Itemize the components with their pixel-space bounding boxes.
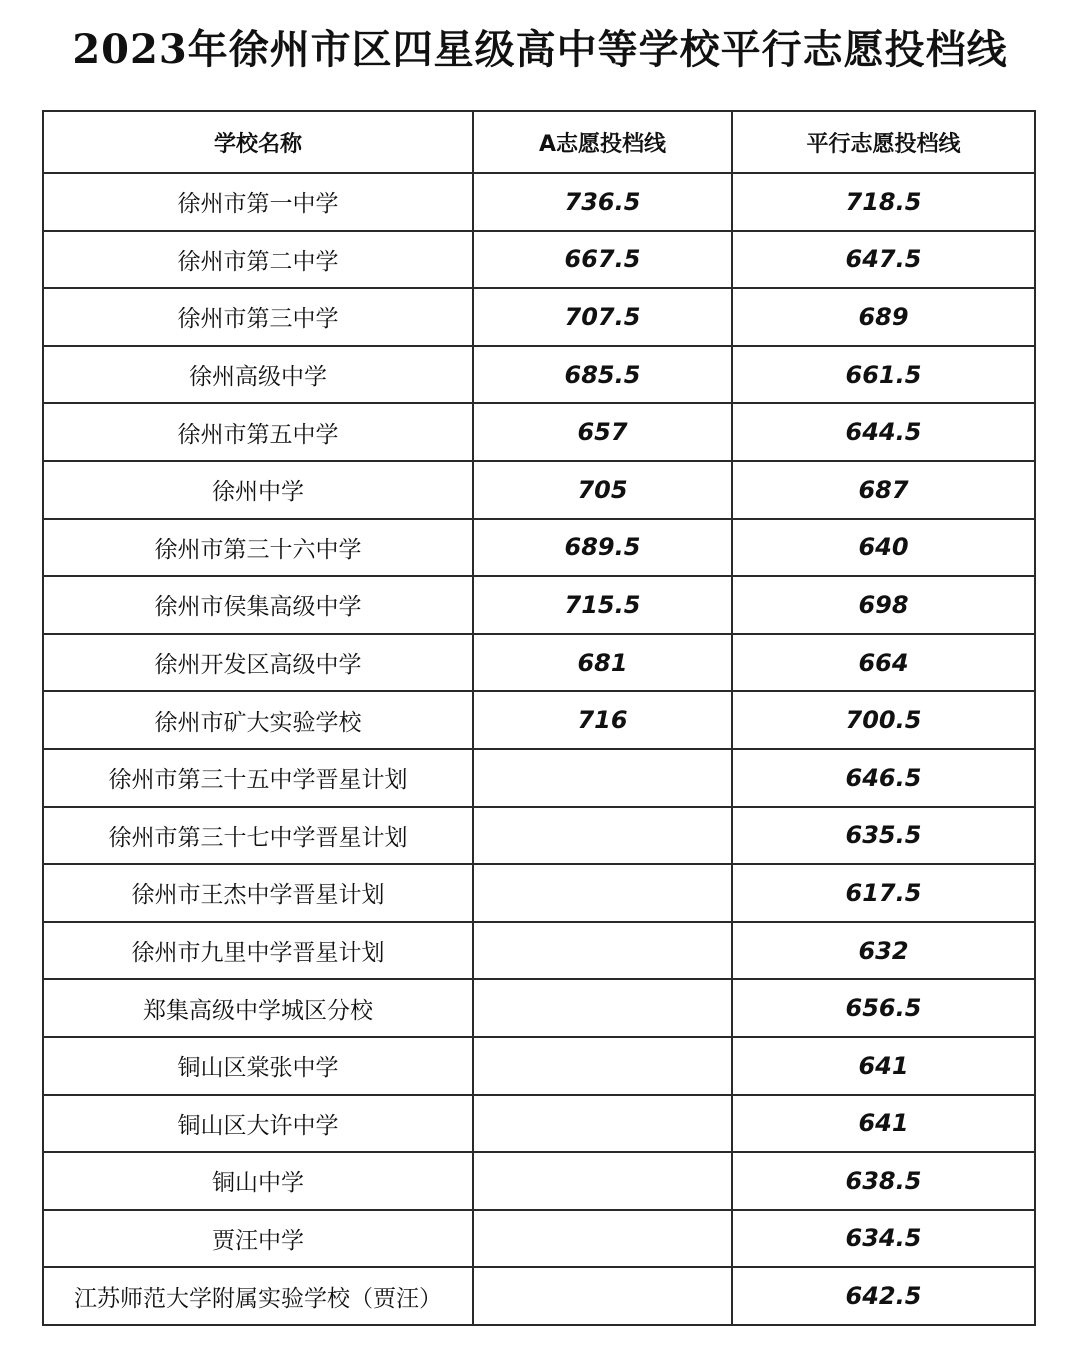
parallel-line-score: 700.5 (732, 691, 1035, 749)
table-row (43, 807, 1035, 865)
parallel-line-score: 640 (732, 519, 1035, 577)
parallel-line-score: 641 (732, 1095, 1035, 1153)
a-line-score (473, 807, 732, 865)
header-row (43, 111, 1035, 173)
a-line-score: 685.5 (473, 346, 732, 404)
parallel-line-score: 638.5 (732, 1152, 1035, 1210)
a-line-score: 681 (473, 634, 732, 692)
table-row (43, 922, 1035, 980)
parallel-line-score: 647.5 (732, 231, 1035, 289)
table-row (43, 1037, 1035, 1095)
table-row (43, 173, 1035, 231)
school-name: 徐州市第三十五中学晋星计划 (43, 749, 473, 807)
parallel-line-score: 656.5 (732, 979, 1035, 1037)
table-row (43, 1095, 1035, 1153)
school-name: 郑集高级中学城区分校 (43, 979, 473, 1037)
parallel-line-score: 698 (732, 576, 1035, 634)
a-line-score: 705 (473, 461, 732, 519)
school-name: 徐州市第二中学 (43, 231, 473, 289)
score-table (42, 110, 1036, 1326)
parallel-line-score: 642.5 (732, 1267, 1035, 1325)
a-line-score (473, 1210, 732, 1268)
parallel-line-score: 718.5 (732, 173, 1035, 231)
a-line-score: 736.5 (473, 173, 732, 231)
school-name: 徐州中学 (43, 461, 473, 519)
header-parallel-line: 平行志愿投档线 (732, 111, 1035, 173)
parallel-line-score: 689 (732, 288, 1035, 346)
school-name: 徐州高级中学 (43, 346, 473, 404)
school-name: 徐州市第三中学 (43, 288, 473, 346)
a-line-score (473, 922, 732, 980)
a-line-score (473, 749, 732, 807)
school-name: 江苏师范大学附属实验学校（贾汪） (43, 1267, 473, 1325)
school-name: 铜山区大许中学 (43, 1095, 473, 1153)
table-row (43, 1210, 1035, 1268)
a-line-score (473, 864, 732, 922)
a-line-score (473, 979, 732, 1037)
a-line-score (473, 1267, 732, 1325)
table-row (43, 403, 1035, 461)
parallel-line-score: 641 (732, 1037, 1035, 1095)
parallel-line-score: 644.5 (732, 403, 1035, 461)
header-a-line: A志愿投档线 (473, 111, 732, 173)
table-row (43, 519, 1035, 577)
school-name: 贾汪中学 (43, 1210, 473, 1268)
school-name: 徐州市第三十七中学晋星计划 (43, 807, 473, 865)
table-row (43, 749, 1035, 807)
table-row (43, 461, 1035, 519)
a-line-score (473, 1037, 732, 1095)
table-row (43, 634, 1035, 692)
school-name: 徐州市第五中学 (43, 403, 473, 461)
table-row (43, 864, 1035, 922)
table-row (43, 1152, 1035, 1210)
table-row (43, 1267, 1035, 1325)
a-line-score: 689.5 (473, 519, 732, 577)
parallel-line-score: 617.5 (732, 864, 1035, 922)
parallel-line-score: 687 (732, 461, 1035, 519)
page-title: 2023年徐州市区四星级高中等学校平行志愿投档线 (72, 26, 1008, 73)
parallel-line-score: 646.5 (732, 749, 1035, 807)
table-row (43, 346, 1035, 404)
parallel-line-score: 634.5 (732, 1210, 1035, 1268)
school-name: 徐州市矿大实验学校 (43, 691, 473, 749)
table-row (43, 979, 1035, 1037)
a-line-score: 657 (473, 403, 732, 461)
a-line-score: 707.5 (473, 288, 732, 346)
school-name: 铜山中学 (43, 1152, 473, 1210)
parallel-line-score: 632 (732, 922, 1035, 980)
parallel-line-score: 664 (732, 634, 1035, 692)
school-name: 徐州市侯集高级中学 (43, 576, 473, 634)
table-row (43, 691, 1035, 749)
header-school-name: 学校名称 (43, 111, 473, 173)
a-line-score (473, 1152, 732, 1210)
school-name: 徐州市第一中学 (43, 173, 473, 231)
parallel-line-score: 661.5 (732, 346, 1035, 404)
table-row (43, 576, 1035, 634)
a-line-score: 715.5 (473, 576, 732, 634)
parallel-line-score: 635.5 (732, 807, 1035, 865)
a-line-score (473, 1095, 732, 1153)
a-line-score: 667.5 (473, 231, 732, 289)
school-name: 铜山区棠张中学 (43, 1037, 473, 1095)
a-line-score: 716 (473, 691, 732, 749)
school-name: 徐州开发区高级中学 (43, 634, 473, 692)
school-name: 徐州市第三十六中学 (43, 519, 473, 577)
school-name: 徐州市九里中学晋星计划 (43, 922, 473, 980)
table-row (43, 231, 1035, 289)
school-name: 徐州市王杰中学晋星计划 (43, 864, 473, 922)
table-row (43, 288, 1035, 346)
